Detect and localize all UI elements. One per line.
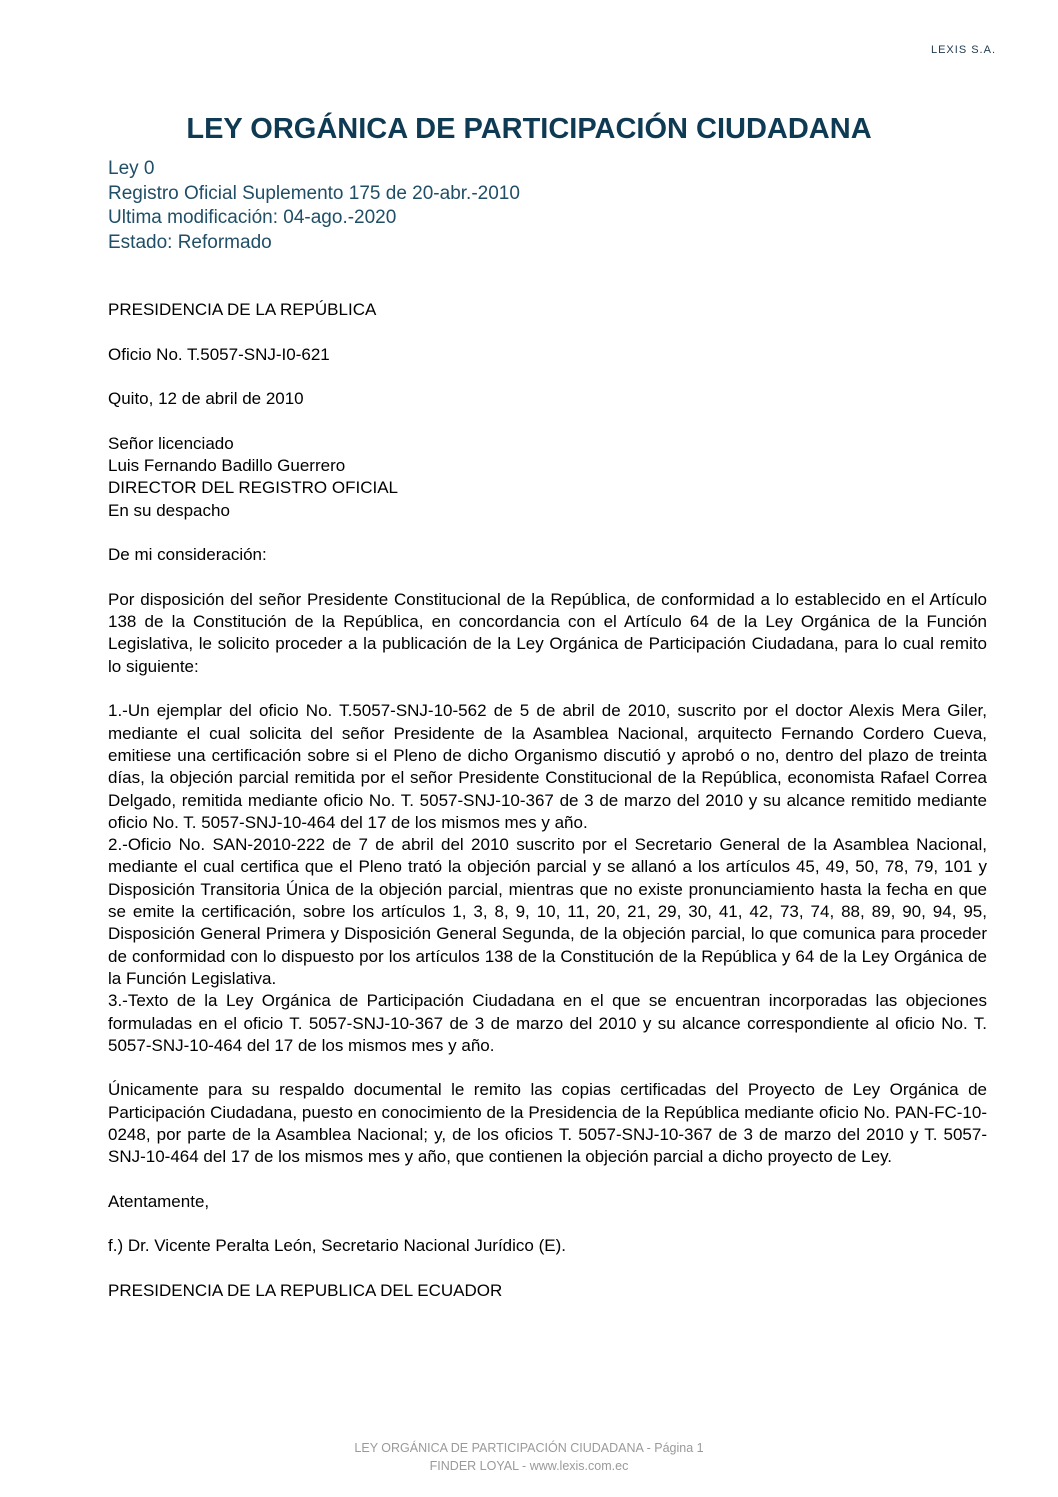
law-status: Estado: Reformado (108, 231, 272, 253)
addressee-line: Luis Fernando Badillo Guerrero (108, 456, 346, 476)
registry-reference: Registro Oficial Suplemento 175 de 20-abr.-2010 (108, 182, 520, 204)
closing-paragraph: Únicamente para su respaldo documental le remito las copias certificadas del Proyecto de Ley Orgánica de Participación Ciudadana, puesto en conocimiento de la Presidencia de la República mediante oficio No. PAN-FC-10-0248, por parte de la Asamblea Nacional; y, de los oficios T. 5057-SNJ-10-367 de 3 de marzo del 2010 y T. 5057-SNJ-10-464 del 17 de los mismos mes y año, que contienen la objeción parcial a dicho proyecto de Ley. (108, 1080, 987, 1167)
enumerated-item: 3.-Texto de la Ley Orgánica de Participación Ciudadana en el que se encuentran incorporadas las objeciones formuladas en el oficio T. 5057-SNJ-10-367 de 3 de marzo del 2010 y su alcance correspondiente al oficio No. T. 5057-SNJ-10-464 del 17 de los mismos mes y año. (108, 991, 987, 1055)
greeting: De mi consideración: (108, 545, 267, 565)
document-body (108, 299, 987, 1325)
law-number: Ley 0 (108, 158, 155, 179)
addressee-block (108, 433, 987, 522)
addressee-line: DIRECTOR DEL REGISTRO OFICIAL (108, 478, 398, 498)
enumerated-item: 2.-Oficio No. SAN-2010-222 de 7 de abril del 2010 suscrito por el Secretario General de la Asamblea Nacional, mediante el cual certifica que el Pleno trató la objeción parcial y se allanó a los artículos 45, 49, 50, 78, 79, 101 y Disposición Transitoria Única de la objeción parcial, mientras que no existe pronunciamiento hasta la fecha en que se emite la certificación, sobre los artículos 1, 3, 8, 9, 10, 11, 20, 21, 29, 30, 41, 42, 73, 74, 88, 89, 90, 94, 95, Disposición General Primera y Disposición General Segunda, de la objeción parcial, lo que comunica para proceder de conformidad con lo dispuesto por los artículos 138 de la Constitución de la República y 64 de la Ley Orgánica de la Función Legislativa. (108, 835, 987, 988)
brand-logo-text: LEXIS S.A. (930, 44, 996, 56)
issuer-heading: PRESIDENCIA DE LA REPÚBLICA (108, 300, 377, 319)
oficio-number: Oficio No. T.5057-SNJ-I0-621 (108, 344, 330, 364)
document-title: LEY ORGÁNICA DE PARTICIPACIÓN CIUDADANA (186, 113, 872, 145)
last-modification: Ultima modificación: 04-ago.-2020 (108, 207, 397, 228)
enumerated-item: 1.-Un ejemplar del oficio No. T.5057-SNJ-10-562 de 5 de abril de 2010, suscrito por el doctor Alexis Mera Giler, mediante el cual solicita del señor Presidente de la Asamblea Nacional, arquitecto Fernando Cordero Cueva, emitiese una certificación sobre si el Pleno de dicho Organismo discutió y aprobó o no, dentro del plazo de treinta días, la objeción parcial remitida por el señor Presidente Constitucional de la República, economista Rafael Correa Delgado, remitida mediante oficio No. T. 5057-SNJ-10-367 de 3 de marzo del 2010 y su alcance remitido mediante oficio No. T. 5057-SNJ-10-464 del 17 de los mismos mes y año. (108, 701, 987, 832)
document-metadata (108, 157, 520, 255)
footer-source: FINDER LOYAL - www.lexis.com.ec (429, 1459, 629, 1473)
addressee-line: Señor licenciado (108, 433, 234, 453)
footer-page-info: LEY ORGÁNICA DE PARTICIPACIÓN CIUDADANA - Página 1 (354, 1441, 704, 1455)
page-footer (0, 1439, 1058, 1475)
intro-paragraph: Por disposición del señor Presidente Constitucional de la República, de conformidad a lo establecido en el Artículo 138 de la Constitución de la República, en concordancia con el Artículo 64 de la Ley Orgánica de la Función Legislativa, le solicito proceder a la publicación de la Ley Orgánica de Participación Ciudadana, para lo cual remito lo siguiente: (108, 589, 987, 676)
final-heading: PRESIDENCIA DE LA REPUBLICA DEL ECUADOR (108, 1281, 503, 1301)
signature-line: f.) Dr. Vicente Peralta León, Secretario Nacional Jurídico (E). (108, 1236, 566, 1256)
addressee-line: En su despacho (108, 500, 230, 520)
valediction: Atentamente, (108, 1191, 210, 1211)
place-and-date: Quito, 12 de abril de 2010 (108, 389, 304, 409)
